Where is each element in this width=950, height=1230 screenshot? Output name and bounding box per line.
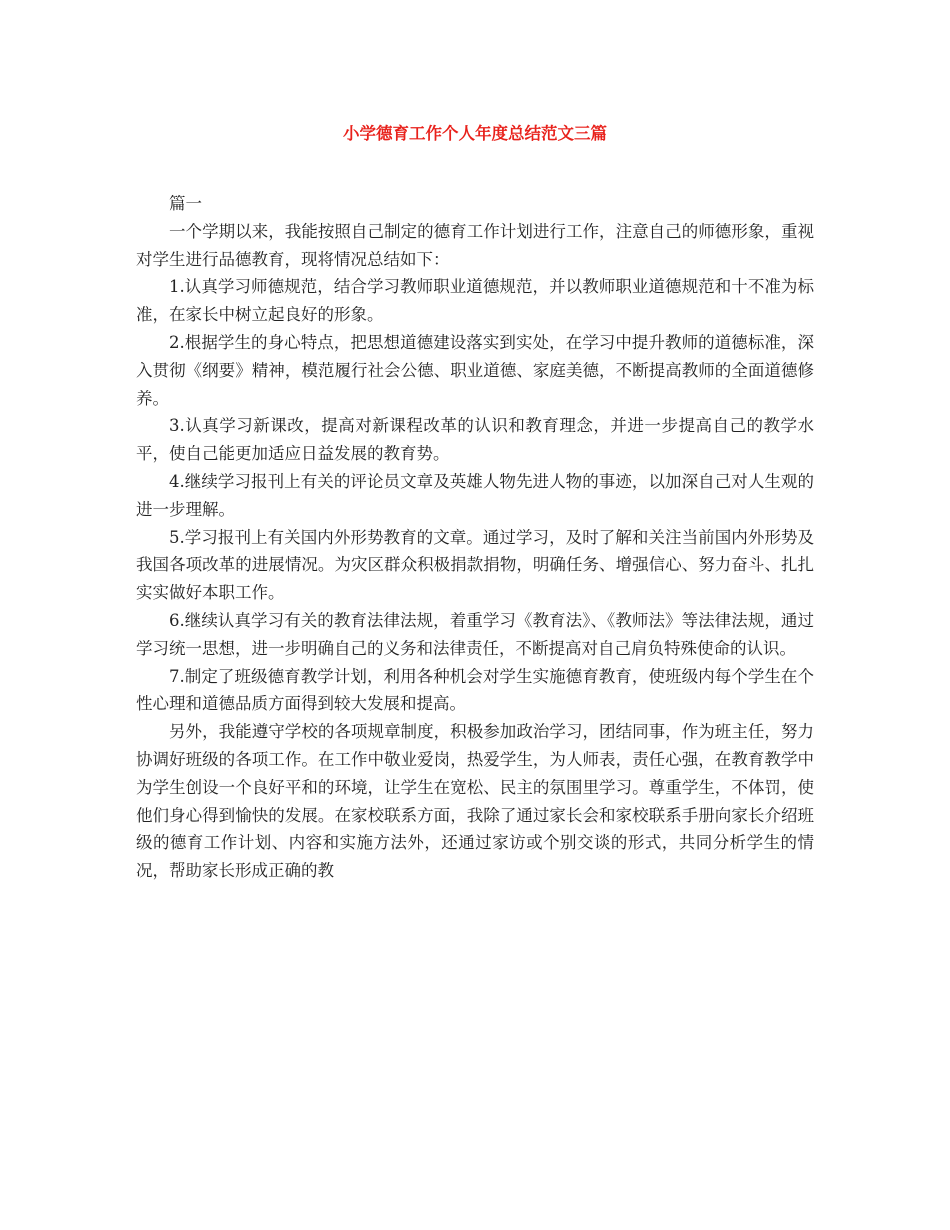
paragraph-item-1: 1.认真学习师德规范，结合学习教师职业道德规范，并以教师职业道德规范和十不准为标准，在家长中树立起良好的形象。: [136, 277, 814, 325]
paragraph-item-7: 7.制定了班级德育教学计划，利用各种机会对学生实施德育教育，使班级内每个学生在个性心理和道德品质方面得到较大发展和提高。: [136, 666, 814, 714]
document-body: [136, 190, 814, 885]
paragraph-item-4: 4.继续学习报刊上有关的评论员文章及英雄人物先进人物的事迹，以加深自己对人生观的进一步理解。: [136, 471, 814, 519]
paragraph-item-2: 2.根据学生的身心特点，把思想道德建设落实到实处，在学习中提升教师的道德标准，深入贯彻《纲要》精神，模范履行社会公德、职业道德、家庭美德，不断提高教师的全面道德修养。: [136, 332, 814, 408]
paragraph-additional: 另外，我能遵守学校的各项规章制度，积极参加政治学习，团结同事，作为班主任，努力协调好班级的各项工作。在工作中敬业爱岗，热爱学生，为人师表，责任心强，在教育教学中为学生创设一个良好平和的环境，让学生在宽松、民主的氛围里学习。尊重学生，不体罚，使他们身心得到愉快的发展。在家校联系方面，我除了通过家长会和家校联系手册向家长介绍班级的德育工作计划、内容和实施方法外，还通过家访或个别交谈的形式，共同分析学生的情况，帮助家长形成正确的教: [136, 722, 814, 881]
document-title: 小学德育工作个人年度总结范文三篇: [343, 124, 607, 143]
paragraph-intro: 一个学期以来，我能按照自己制定的德育工作计划进行工作，注意自己的师德形象，重视对学生进行品德教育，现将情况总结如下：: [136, 221, 814, 269]
paragraph-item-3: 3.认真学习新课改，提高对新课程改革的认识和教育理念，并进一步提高自己的教学水平，使自己能更加适应日益发展的教育势。: [136, 416, 814, 464]
paragraph-item-6: 6.继续认真学习有关的教育法律法规，着重学习《教育法》、《教师法》等法律法规，通过学习统一思想，进一步明确自己的义务和法律责任，不断提高对自己肩负特殊使命的认识。: [136, 610, 814, 658]
section-heading: 篇一: [169, 194, 202, 213]
paragraph-item-5: 5.学习报刊上有关国内外形势教育的文章。通过学习，及时了解和关注当前国内外形势及我国各项改革的进展情况。为灾区群众积极捐款捐物，明确任务、增强信心、努力奋斗、扎扎实实做好本职工作。: [136, 527, 814, 603]
